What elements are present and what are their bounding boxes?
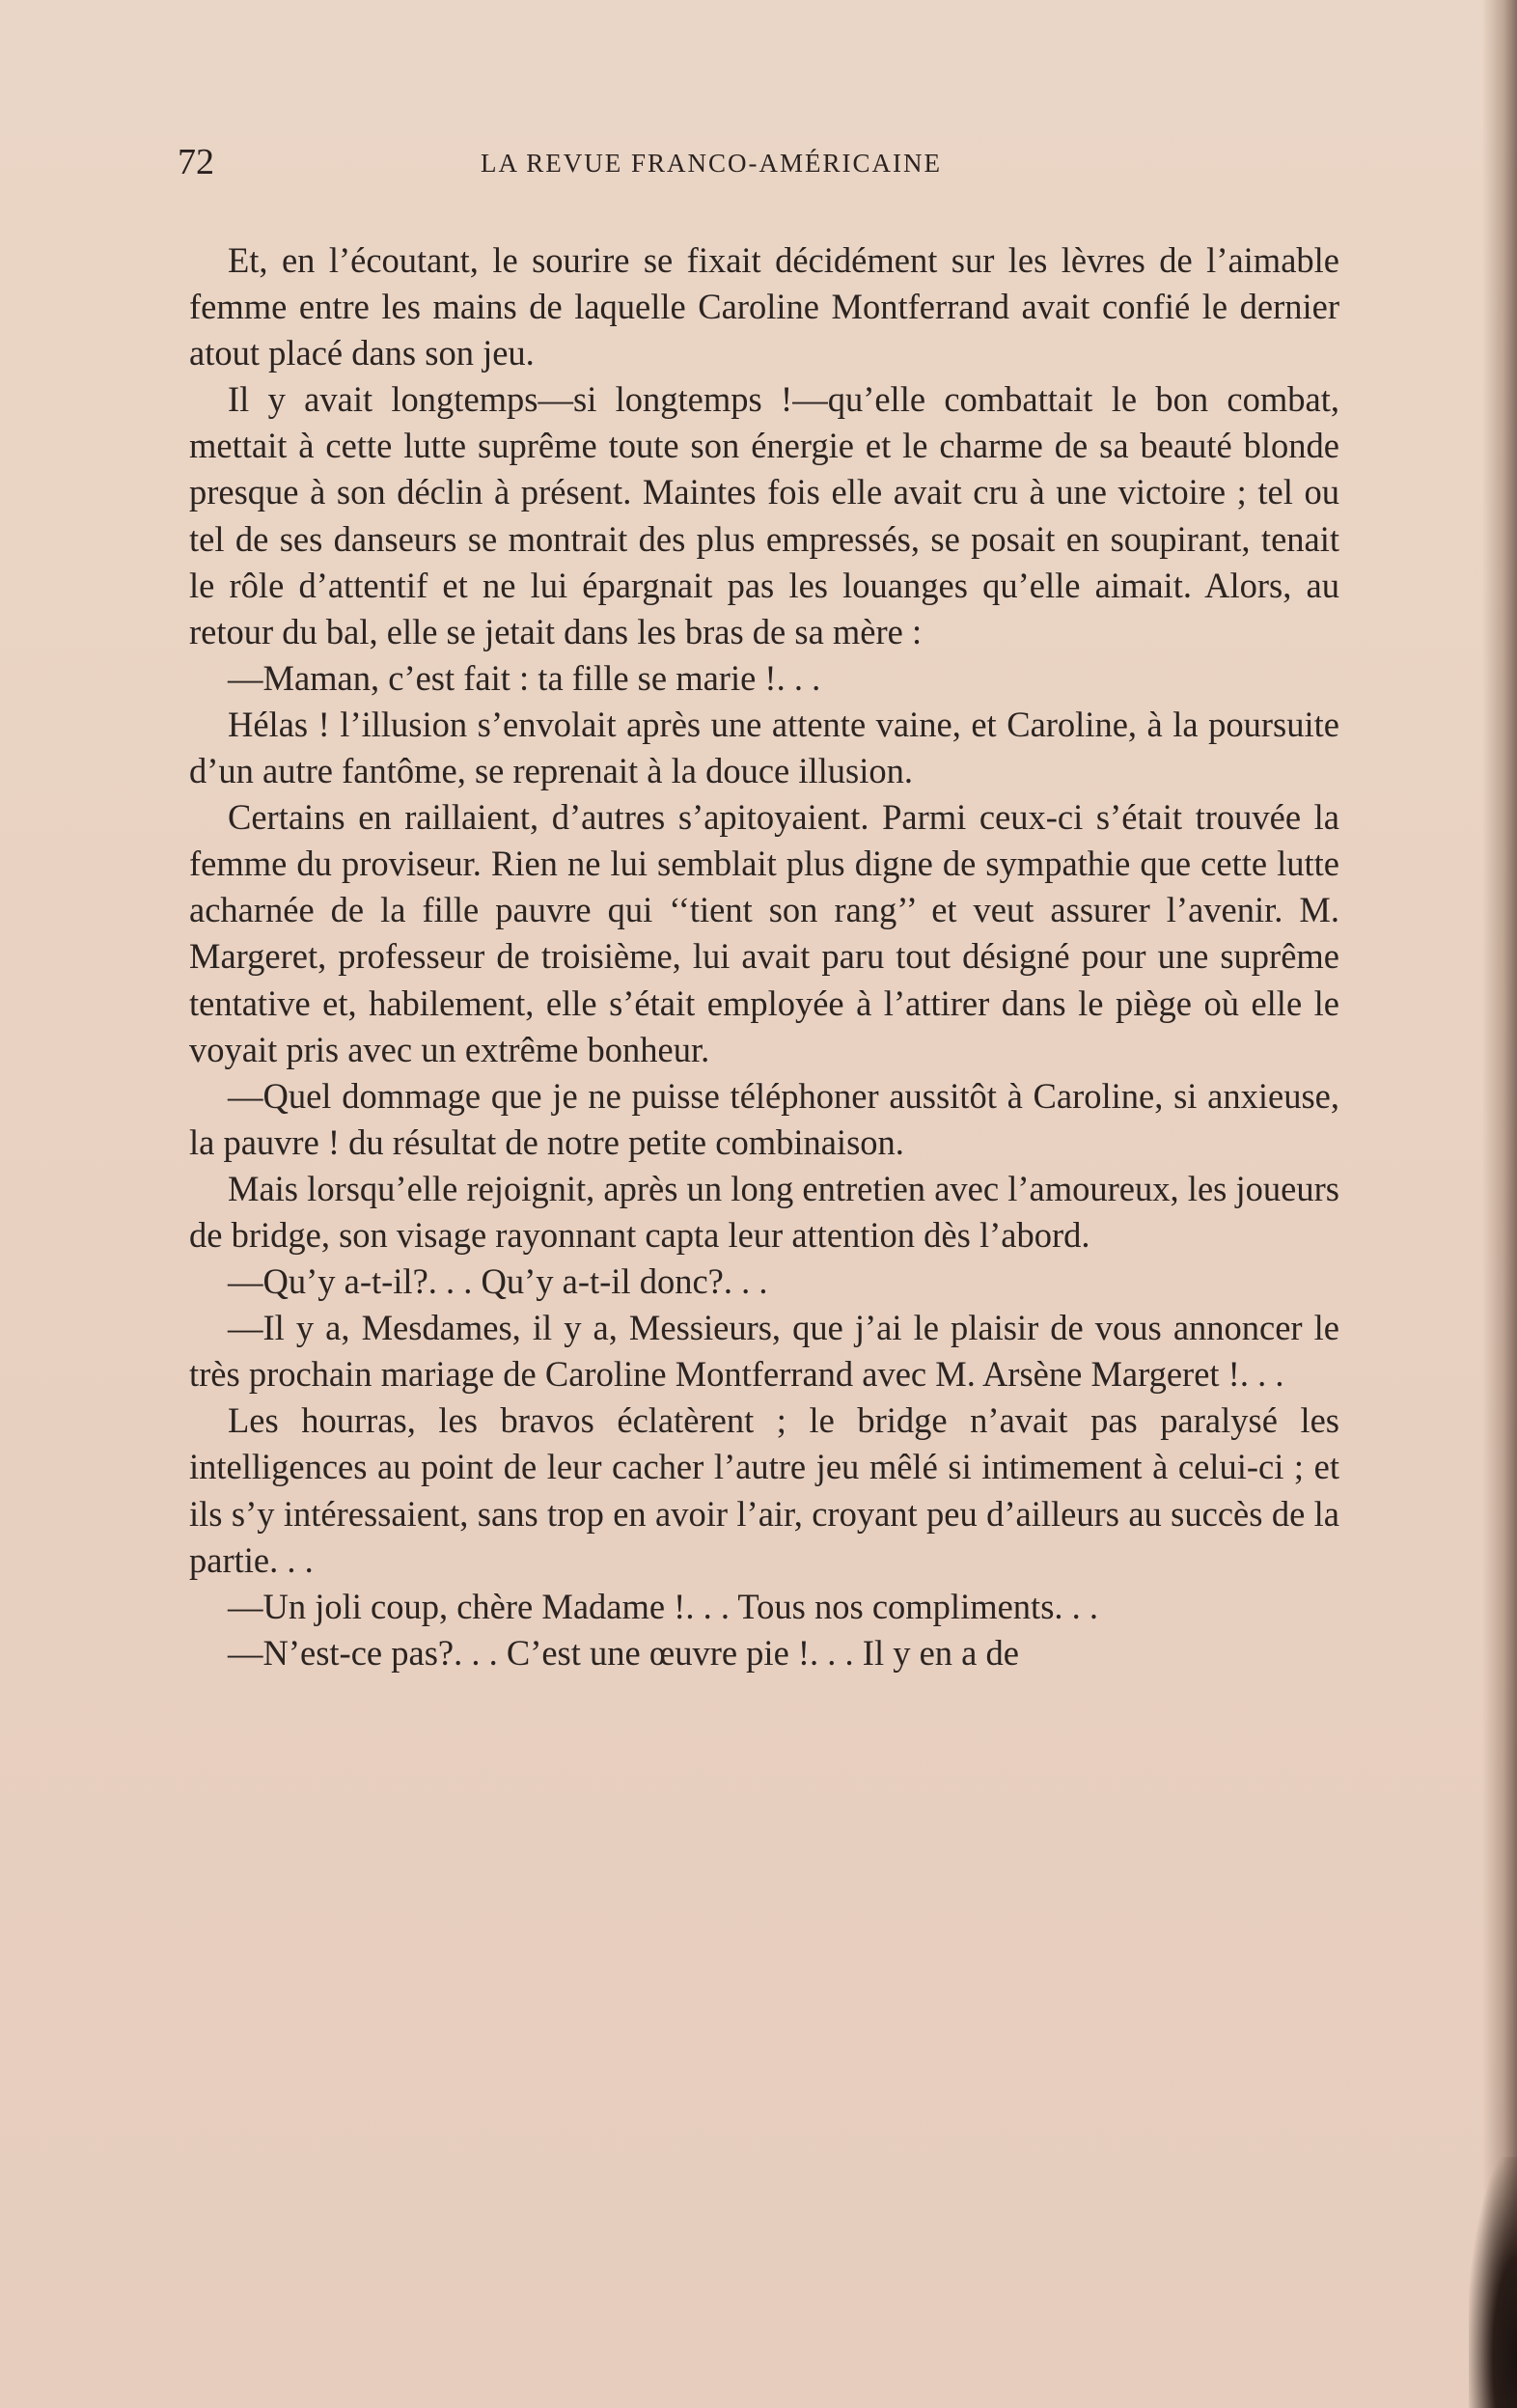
paragraph: Il y avait longtemps—si longtemps !—qu’elle combattait le bon combat, mettait à cette lutte suprême toute son énergie et le charme de sa beauté blonde presque à son déclin à présent. Maintes fois elle avait cru à une victoire ; tel ou tel de ses danseurs se montrait des plus empressés, se posait en soupirant, tenait le rôle d’attentif et ne lui épargnait pas les louanges qu’elle aimait. Alors, au retour du bal, elle se jetait dans les bras de sa mère : bbox=[189, 379, 1339, 651]
body-text bbox=[189, 237, 1339, 1676]
paragraph: Mais lorsqu’elle rejoignit, après un long entretien avec l’amoureux, les joueurs de bridge, son visage rayonnant capta leur attention dès l’abord. bbox=[189, 1168, 1339, 1255]
paragraph: —Il y a, Mesdames, il y a, Messieurs, que j’ai le plaisir de vous annoncer le très prochain mariage de Caroline Montferrand avec M. Arsène Margeret !. . . bbox=[189, 1308, 1339, 1395]
paragraph: —N’est-ce pas?. . . C’est une œuvre pie !. . . Il y en a de bbox=[228, 1632, 1019, 1673]
binding-shadow bbox=[1469, 2157, 1517, 2408]
paragraph: —Quel dommage que je ne puisse téléphoner aussitôt à Caroline, si anxieuse, la pauvre ! du résultat de notre petite combinaison. bbox=[189, 1075, 1339, 1162]
paragraph: —Maman, c’est fait : ta fille se marie !. . . bbox=[228, 657, 821, 698]
page-header bbox=[178, 141, 1366, 189]
page-edge-shadow bbox=[1482, 0, 1517, 2408]
paragraph: Les hourras, les bravos éclatèrent ; le bridge n’avait pas paralysé les intelligences au point de leur cacher l’autre jeu mêlé si intimement à celui-ci ; et ils s’y intéressaient, sans trop en avoir l’air, croyant peu d’ailleurs au succès de la partie. . . bbox=[189, 1400, 1339, 1580]
paragraph: —Qu’y a-t-il?. . . Qu’y a-t-il donc?. . . bbox=[228, 1261, 768, 1302]
running-title: LA REVUE FRANCO-AMÉRICAINE bbox=[481, 149, 943, 178]
paragraph: Certains en raillaient, d’autres s’apitoyaient. Parmi ceux-ci s’était trouvée la femme du proviseur. Rien ne lui semblait plus digne de sympathie que cette lutte acharnée de la fille pauvre qui ‘‘tient son rang’’ et veut assurer l’avenir. M. Margeret, professeur de troisième, lui avait paru tout désigné pour une suprême tentative et, habilement, elle s’était employée à l’attirer dans le piège où elle le voyait pris avec un extrême bonheur. bbox=[189, 797, 1339, 1069]
paragraph: Et, en l’écoutant, le sourire se fixait décidément sur les lèvres de l’aimable femme entre les mains de laquelle Caroline Montferrand avait confié le dernier atout placé dans son jeu. bbox=[189, 240, 1339, 374]
page-number: 72 bbox=[178, 142, 214, 182]
paragraph: Hélas ! l’illusion s’envolait après une attente vaine, et Caroline, à la poursuite d’un autre fantôme, se reprenait à la douce illusion. bbox=[189, 704, 1339, 791]
paragraph: —Un joli coup, chère Madame !. . . Tous nos compliments. . . bbox=[228, 1586, 1099, 1626]
